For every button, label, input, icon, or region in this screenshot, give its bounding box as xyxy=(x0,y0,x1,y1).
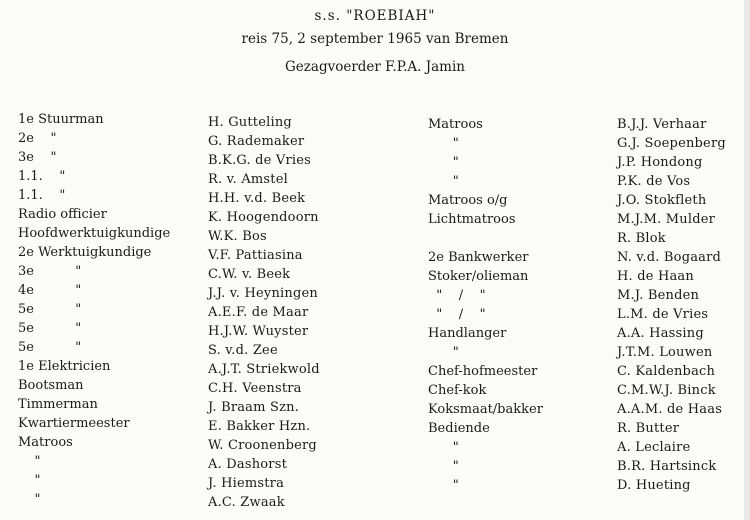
rank-item: 5e " xyxy=(18,302,82,317)
rank-item: Chef-hofmeester xyxy=(428,364,538,379)
rank-item: " xyxy=(428,478,459,493)
rank-item: " xyxy=(428,440,459,455)
crew-name: K. Hoogendoorn xyxy=(208,210,319,225)
crew-name: C.M.W.J. Binck xyxy=(617,383,716,398)
crew-name: J.P. Hondong xyxy=(617,155,703,170)
crew-name: D. Hueting xyxy=(617,478,691,493)
crew-name: R. v. Amstel xyxy=(208,172,288,187)
rank-item: Matroos o/g xyxy=(428,193,508,208)
rank-item: Chef-kok xyxy=(428,383,487,398)
rank-item: " xyxy=(18,454,41,469)
rank-item: 3e " xyxy=(18,150,57,165)
rank-item: 4e " xyxy=(18,283,82,298)
rank-item: " / " xyxy=(428,288,486,303)
crew-name: P.K. de Vos xyxy=(617,174,691,189)
rank-item: Matroos xyxy=(428,117,483,132)
crew-name: A.J.T. Striekwold xyxy=(208,362,320,377)
names-right-column xyxy=(617,115,726,495)
ranks-right-column xyxy=(428,115,543,495)
ship-name: s.s. "ROEBIAH" xyxy=(314,8,436,24)
crew-name: G. Rademaker xyxy=(208,134,305,149)
paper-edge xyxy=(744,0,750,520)
crew-name: H.J.W. Wuyster xyxy=(208,324,309,339)
rank-item: " xyxy=(428,459,459,474)
crew-name: A.A.M. de Haas xyxy=(617,402,723,417)
crew-name: J.J. v. Heyningen xyxy=(208,286,318,301)
rank-item: Lichtmatroos xyxy=(428,212,516,227)
rank-item: 2e " xyxy=(18,131,57,146)
crew-name: E. Bakker Hzn. xyxy=(208,419,311,434)
rank-item: " xyxy=(18,492,41,507)
crew-name: L.M. de Vries xyxy=(617,307,709,322)
ranks-left-column xyxy=(18,110,170,509)
crew-name: A.E.F. de Maar xyxy=(208,305,309,320)
rank-item: Kwartiermeester xyxy=(18,416,130,431)
rank-item: 2e Werktuigkundige xyxy=(18,245,152,260)
crew-name: R. Blok xyxy=(617,231,666,246)
crew-name: W.K. Bos xyxy=(208,229,267,244)
rank-item: Stoker/olieman xyxy=(428,269,529,284)
crew-name: G.J. Soepenberg xyxy=(617,136,726,151)
names-left-column xyxy=(208,113,320,512)
crew-name: M.J.M. Mulder xyxy=(617,212,716,227)
crew-name: W. Croonenberg xyxy=(208,438,317,453)
rank-item: 5e " xyxy=(18,340,82,355)
rank-item: Matroos xyxy=(18,435,73,450)
voyage-line: reis 75, 2 september 1965 van Bremen xyxy=(241,31,509,47)
rank-item: Koksmaat/bakker xyxy=(428,402,543,417)
rank-item: " / " xyxy=(428,307,486,322)
crew-name: N. v.d. Bogaard xyxy=(617,250,722,265)
crew-name: A.C. Zwaak xyxy=(208,495,285,510)
rank-item: Handlanger xyxy=(428,326,507,341)
crew-name: B.K.G. de Vries xyxy=(208,153,311,168)
captain-line: Gezagvoerder F.P.A. Jamin xyxy=(285,59,465,75)
crew-name: A. Dashorst xyxy=(208,457,288,472)
crew-name: R. Butter xyxy=(617,421,680,436)
rank-item: Bediende xyxy=(428,421,490,436)
rank-item: 1.1. " xyxy=(18,169,66,184)
rank-item: " xyxy=(428,174,459,189)
crew-name: M.J. Benden xyxy=(617,288,700,303)
crew-name: H. Gutteling xyxy=(208,115,292,130)
crew-name: C.W. v. Beek xyxy=(208,267,291,282)
rank-item: " xyxy=(428,136,459,151)
rank-item: Timmerman xyxy=(18,397,98,412)
rank-item: Radio officier xyxy=(18,207,107,222)
crew-name: V.F. Pattiasina xyxy=(208,248,303,263)
crew-name: C.H. Veenstra xyxy=(208,381,302,396)
rank-item: " xyxy=(428,155,459,170)
rank-item: " xyxy=(18,473,41,488)
crew-name: J. Braam Szn. xyxy=(208,400,300,415)
rank-item: Bootsman xyxy=(18,378,84,393)
crew-name: H.H. v.d. Beek xyxy=(208,191,306,206)
crew-name: C. Kaldenbach xyxy=(617,364,716,379)
rank-item: 5e " xyxy=(18,321,82,336)
crew-name: J.T.M. Louwen xyxy=(617,345,713,360)
crew-name: A.A. Hassing xyxy=(617,326,704,341)
rank-item: Hoofdwerktuigkundige xyxy=(18,226,171,241)
crew-name: A. Leclaire xyxy=(617,440,691,455)
crew-name: J. Hiemstra xyxy=(208,476,285,491)
crew-name: H. de Haan xyxy=(617,269,694,284)
crew-name: B.J.J. Verhaar xyxy=(617,117,707,132)
crew-name: S. v.d. Zee xyxy=(208,343,278,358)
rank-item: " xyxy=(428,345,459,360)
crew-name: B.R. Hartsinck xyxy=(617,459,717,474)
crew-name: J.O. Stokfleth xyxy=(617,193,707,208)
rank-item: 3e " xyxy=(18,264,82,279)
rank-item: 1e Stuurman xyxy=(18,112,104,127)
rank-item xyxy=(428,229,543,248)
rank-item: 2e Bankwerker xyxy=(428,250,529,265)
rank-item: 1e Elektricien xyxy=(18,359,111,374)
rank-item: 1.1. " xyxy=(18,188,66,203)
